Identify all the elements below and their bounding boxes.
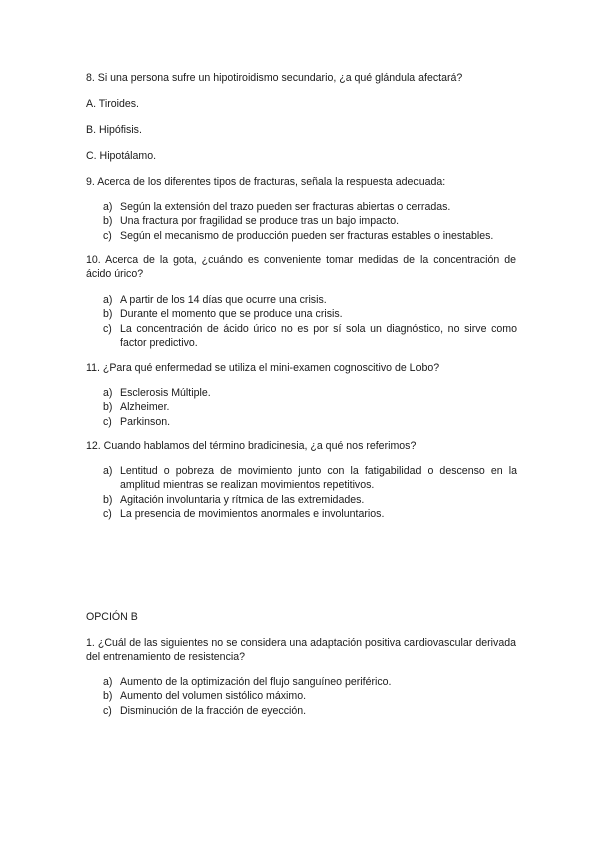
options-9	[103, 200, 517, 243]
option-b1-a: a) Aumento de la optimización del flujo sanguíneo periférico.	[103, 676, 392, 688]
options-11	[103, 386, 517, 429]
answer-8-a: A. Tiroides.	[86, 98, 139, 110]
option-11-a: a) Esclerosis Múltiple.	[103, 387, 211, 399]
options-12	[103, 464, 517, 522]
question-12: 12. Cuando hablamos del término bradicinesia, ¿a qué nos referimos?	[86, 440, 417, 452]
question-10: 10. Acerca de la gota, ¿cuándo es conveniente tomar medidas de la concentración de ácido úrico?	[86, 254, 516, 280]
answer-8-b: B. Hipófisis.	[86, 124, 142, 136]
question-9: 9. Acerca de los diferentes tipos de fracturas, señala la respuesta adecuada:	[86, 176, 446, 188]
option-b1-b: b) Aumento del volumen sistólico máximo.	[103, 690, 307, 703]
section-heading: OPCIÓN B	[86, 611, 138, 623]
option-10-a: a) A partir de los 14 días que ocurre una crisis.	[103, 294, 327, 306]
option-10-b: b) Durante el momento que se produce una crisis.	[103, 308, 343, 321]
options-b1	[103, 675, 517, 718]
option-12-c: c) La presencia de movimientos anormales e involuntarios.	[103, 508, 385, 521]
option-11-c: c) Parkinson.	[103, 415, 171, 428]
options-10	[103, 293, 517, 351]
question-b1: 1. ¿Cuál de las siguientes no se considera una adaptación positiva cardiovascular derivada del entrenamiento de resistencia?	[86, 637, 516, 663]
option-12-b: b) Agitación involuntaria y rítmica de las extremidades.	[103, 493, 365, 506]
question-11: 11. ¿Para qué enfermedad se utiliza el mini-examen cognoscitivo de Lobo?	[86, 362, 440, 374]
option-12-a: a) Lentitud o pobreza de movimiento junto con la fatigabilidad o descenso en la amplitud mientras se realizan movimientos repetitivos.	[103, 465, 517, 492]
option-11-b: b) Alzheimer.	[103, 401, 170, 414]
option-10-c: c) La concentración de ácido úrico no es por sí sola un diagnóstico, no sirve como factor predictivo.	[103, 322, 517, 350]
answer-8-c: C. Hipotálamo.	[86, 150, 157, 162]
option-b1-c: c) Disminución de la fracción de eyección.	[103, 704, 307, 717]
option-9-b: b) Una fractura por fragilidad se produce tras un bajo impacto.	[103, 215, 400, 228]
question-8: 8. Si una persona sufre un hipotiroidismo secundario, ¿a qué glándula afectará?	[86, 72, 463, 84]
option-9-c: c) Según el mecanismo de producción pueden ser fracturas estables o inestables.	[103, 229, 494, 242]
option-9-a: a) Según la extensión del trazo pueden ser fracturas abiertas o cerradas.	[103, 201, 451, 213]
